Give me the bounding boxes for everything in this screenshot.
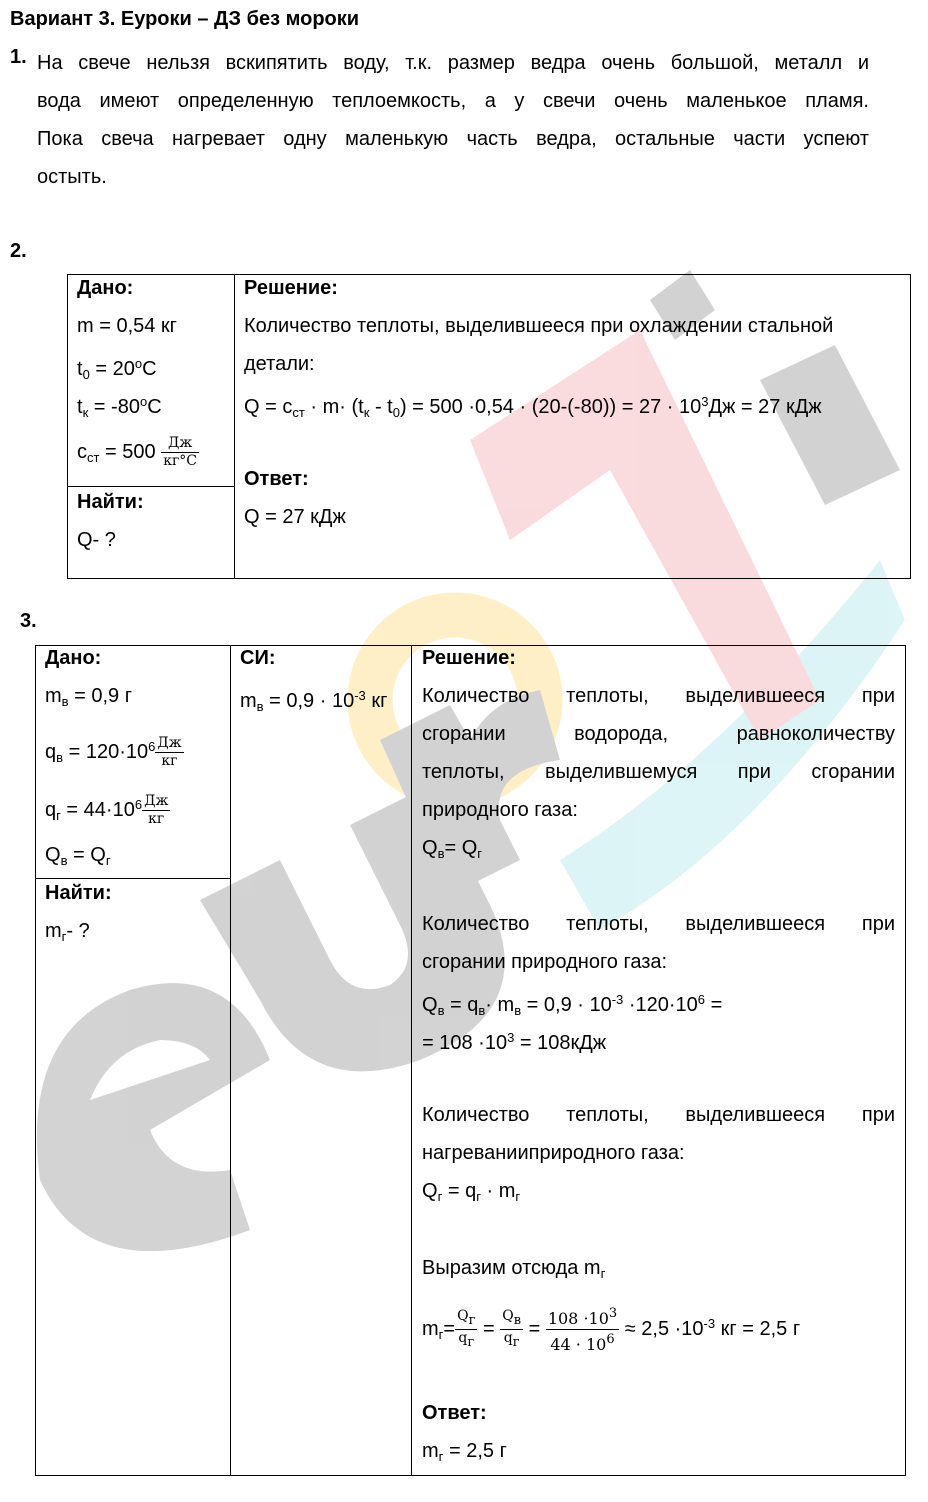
q3-find-header: Найти: — [45, 882, 112, 904]
q3-formula: = $108 \cdot 10^3 = 108кДж$ — [422, 1030, 607, 1054]
q3-answer-value: $m_г = 2,5$ г — [422, 1440, 507, 1464]
q2-given-t0: $t_0 = 20^oC$ — [77, 356, 157, 382]
q2-given-header: Дано: — [77, 277, 134, 299]
q3-solution-text: нагреванииприродного газа: — [422, 1142, 685, 1164]
q3-formula: $Q_в = q_в\cdot m_в = 0,9 \cdot 10^{-3} \cdot 120\cdot 10^6$ = — [422, 992, 723, 1018]
q3-given-header: Дано: — [45, 647, 102, 669]
q2-unit-fraction: $\frac{Дж}{кг^\circ C}$ — [163, 435, 197, 470]
q3-si-header: СИ: — [240, 647, 276, 669]
q3-solution-text: Выразим отсюда $m_г$ — [422, 1257, 606, 1281]
q3-solution-text: теплоты, выделившемуся при сгорании — [422, 761, 895, 783]
q3-solution-header: Решение: — [422, 647, 516, 669]
q3-final-formula: $m_г=$ $\frac{Q_г}{q_г}$ = $\frac{Q_в}{q_г}$ = $\frac{108 \cdot 10^3}{44 \cdot 10^6}$ ≈ $2,5 \cdot 10^{-3}$ кг = 2,5 г — [422, 1306, 801, 1355]
question-3-number: 3. — [20, 610, 37, 632]
q2-answer-value: Q = 27 кДж — [244, 506, 346, 528]
q3-fraction-qv: $\frac{Q_в}{q_г}$ — [502, 1308, 522, 1351]
q2-find-header: Найти: — [77, 491, 144, 513]
question-1-line: вода имеют определенную теплоемкость, а у свечи очень маленькое пламя. — [37, 90, 869, 112]
q2-answer-header: Ответ: — [244, 468, 309, 490]
q3-given-qg: $q_г = 44\cdot 10^6$ $\frac{Дж}{кг}$ — [45, 793, 169, 828]
q2-given-c: $c_{ст} = 500$ $\frac{Дж}{кг^\circ C}$ — [77, 435, 197, 470]
q3-given-qv: $q_в = 120\cdot 10^6$ $\frac{Дж}{кг}$ — [45, 735, 182, 770]
q2-solution-text: детали: — [244, 353, 315, 375]
q3-answer-header: Ответ: — [422, 1402, 487, 1424]
question-1-line: остыть. — [37, 166, 107, 188]
q3-unit-fraction: $\frac{Дж}{кг}$ — [157, 735, 182, 770]
question-1-line: Пока свеча нагревает одну маленькую часть ведра, остальные части успеют — [37, 128, 869, 150]
q2-solution-header: Решение: — [244, 277, 338, 299]
q3-formula: $Q_в= Q_г$ — [422, 837, 483, 861]
q3-find-value: $m_г-$ ? — [45, 920, 90, 944]
q3-solution-text: природного газа: — [422, 799, 578, 821]
q2-given-tk: $t_к = -80^oC$ — [77, 394, 162, 420]
q3-formula: $Q_г = q_г \cdot m_г$ — [422, 1180, 521, 1204]
question-2-number: 2. — [10, 240, 27, 262]
question-1-text — [37, 44, 869, 196]
q3-unit-fraction: $\frac{Дж}{кг}$ — [144, 793, 169, 828]
q2-solution-text: Количество теплоты, выделившееся при охлаждении стальной — [244, 315, 834, 337]
question-1-line: На свече нельзя вскипятить воду, т.к. размер ведра очень большой, металл и — [37, 52, 869, 74]
q3-solution-text: Количество теплоты, выделившееся при — [422, 685, 895, 707]
q3-fraction-qg: $\frac{Q_г}{q_г}$ — [457, 1308, 476, 1351]
q3-solution-text: Количество теплоты, выделившееся при — [422, 1104, 895, 1126]
q3-given-mv: $m_в = 0,9$ г — [45, 685, 133, 709]
page-title: Вариант 3. Еуроки – ДЗ без мороки — [10, 8, 360, 30]
q3-solution-text: сгорании водорода, равноколичеству — [422, 723, 895, 745]
q2-formula: $Q = c_{ст} \cdot m\cdot (t_к - t_0) = 500 \cdot 0,54 \cdot (20-(-80)) = 27 \cdot 10^3Дж = 27$ кДж — [244, 394, 822, 420]
q2-find-value: Q- ? — [77, 529, 116, 551]
question-1-number: 1. — [10, 46, 27, 68]
q3-solution-text: Количество теплоты, выделившееся при — [422, 913, 895, 935]
q3-given-equality: $Q_в = Q_г$ — [45, 844, 111, 868]
q3-fraction-numbers: $\frac{108 \cdot 10^3}{44 \cdot 10^6}$ — [547, 1306, 618, 1355]
q3-si-value: $m_в = 0,9 \cdot 10^{-3}$ кг — [240, 688, 388, 714]
q3-solution-text: сгорании природного газа: — [422, 951, 668, 973]
q2-given-mass: m = 0,54 кг — [77, 315, 177, 337]
